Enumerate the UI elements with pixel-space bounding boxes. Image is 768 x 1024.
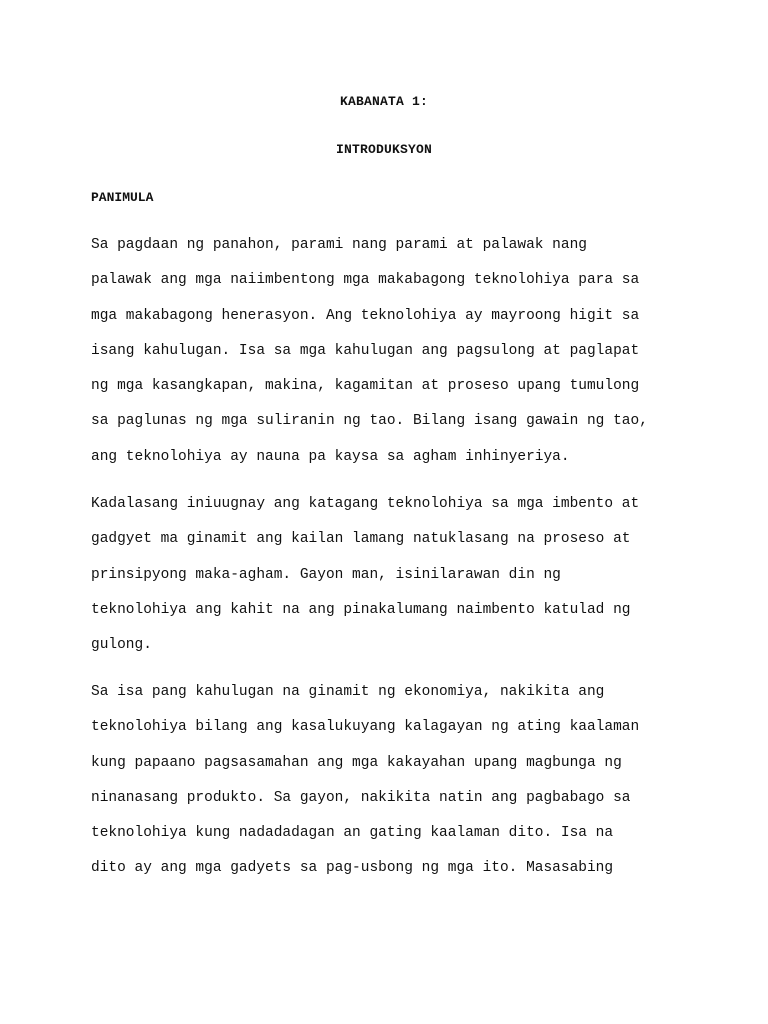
chapter-heading: KABANATA 1: [339, 94, 428, 109]
text-line: teknolohiya bilang ang kasalukuyang kalagayan ng ating kaalaman [91, 719, 640, 736]
text-line: Kadalasang iniuugnay ang katagang teknolohiya sa mga imbento at [91, 496, 640, 512]
text-line: gulong. [91, 637, 152, 654]
paragraph-2 [91, 487, 691, 663]
paragraph-3 [91, 675, 691, 887]
text-line: teknolohiya ang kahit na ang pinakalumang naimbento katulad ng [91, 601, 631, 618]
text-line: gadgyet ma ginamit ang kailan lamang natuklasang na proseso at [91, 531, 631, 548]
text-line: dito ay ang mga gadyets sa pag-usbong ng mga ito. Masasabing [91, 860, 614, 877]
section-heading: PANIMULA [91, 190, 154, 205]
text-line: ang teknolohiya ay nauna pa kaysa sa agham inhinyeriya. [91, 448, 570, 465]
text-line: teknolohiya kung nadadadagan an gating kaalaman dito. Isa na [91, 825, 614, 842]
text-line: Sa pagdaan ng panahon, parami nang parami at palawak nang [91, 237, 587, 253]
text-line: kung papaano pagsasamahan ang mga kakayahan upang magbunga ng [91, 754, 622, 771]
text-line: ng mga kasangkapan, makina, kagamitan at proseso upang tumulong [91, 378, 640, 395]
text-line: sa paglunas ng mga suliranin ng tao. Bilang isang gawain ng tao, [91, 413, 648, 430]
text-line: Sa isa pang kahulugan na ginamit ng ekonomiya, nakikita ang [91, 684, 605, 700]
text-line: prinsipyong maka-agham. Gayon man, isinilarawan din ng [91, 566, 561, 583]
text-line: mga makabagong henerasyon. Ang teknolohiya ay mayroong higit sa [91, 307, 640, 324]
text-line: ninanasang produkto. Sa gayon, nakikita natin ang pagbabago sa [91, 789, 631, 806]
document-title: INTRODUKSYON [335, 142, 432, 157]
text-line: palawak ang mga naiimbentong mga makabagong teknolohiya para sa [91, 272, 640, 289]
text-line: isang kahulugan. Isa sa mga kahulugan ang pagsulong at paglapat [91, 342, 640, 359]
paragraph-1 [91, 228, 691, 475]
